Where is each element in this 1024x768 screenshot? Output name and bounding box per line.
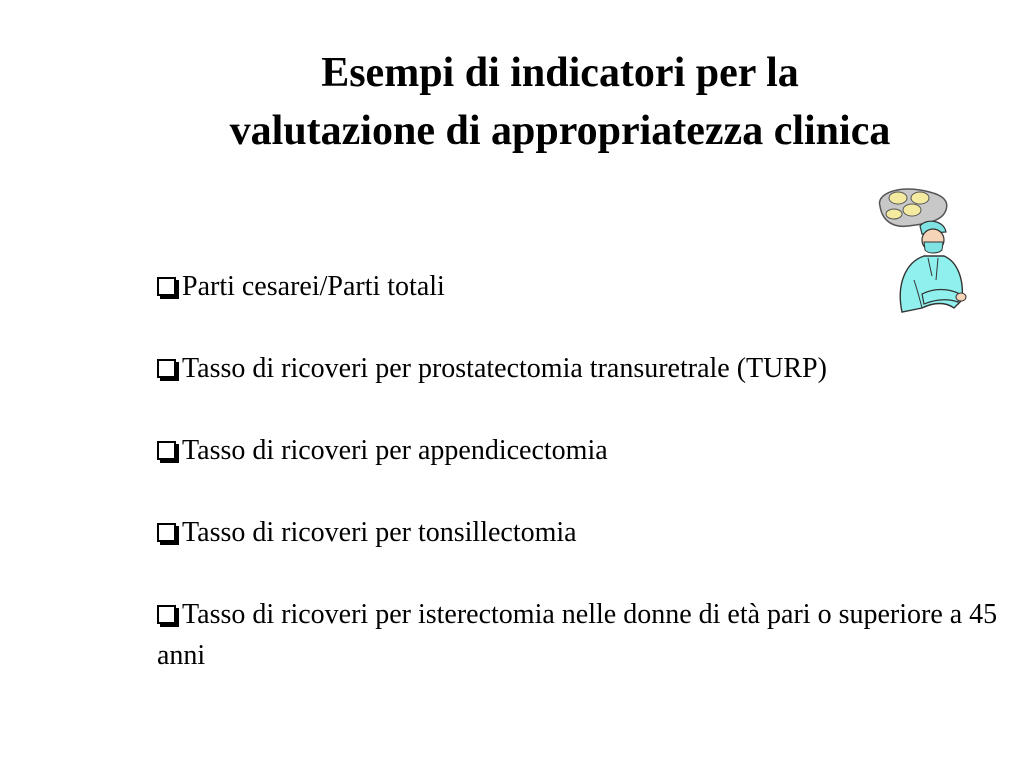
checkbox-bullet-icon [157, 277, 176, 296]
checkbox-bullet-icon [157, 523, 176, 542]
bullet-text: Tasso di ricoveri per appendicectomia [182, 435, 608, 466]
checkbox-bullet-icon [157, 359, 176, 378]
surgical-lamp-icon [880, 189, 947, 226]
bullet-text: Tasso di ricoveri per prostatectomia transuretrale (TURP) [182, 353, 827, 384]
list-item [157, 266, 1017, 307]
bullet-text: Tasso di ricoveri per isterectomia nelle donne di età pari o superiore a 45 anni [157, 599, 998, 671]
checkbox-bullet-icon [157, 441, 176, 460]
slide-title [100, 44, 1020, 160]
list-item [157, 512, 1017, 553]
list-item [157, 430, 1017, 471]
title-line-1: Esempi di indicatori per la [321, 50, 799, 96]
list-item [157, 594, 1017, 676]
title-line-2: valutazione di appropriatezza clinica [229, 108, 891, 154]
bullet-list [157, 266, 1017, 717]
list-item [157, 348, 1017, 389]
checkbox-bullet-icon [157, 605, 176, 624]
bullet-text: Tasso di ricoveri per tonsillectomia [182, 517, 577, 548]
bullet-text: Parti cesarei/Parti totali [182, 271, 445, 302]
